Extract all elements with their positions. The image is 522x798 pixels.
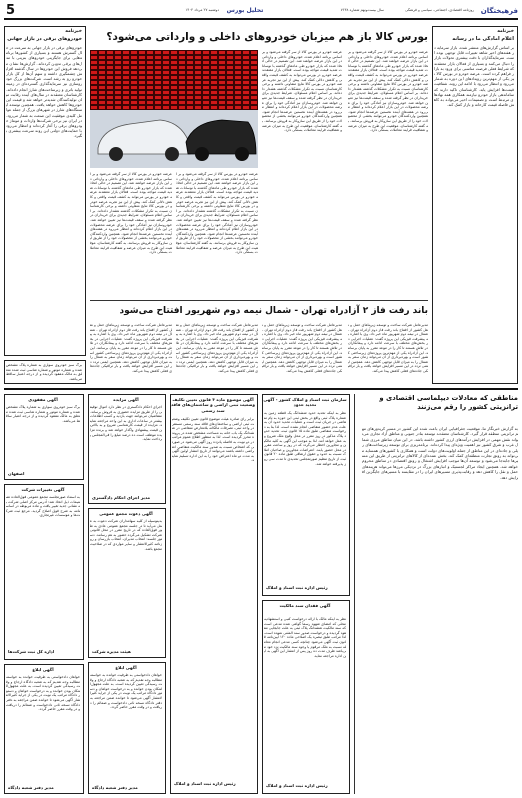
- notice-1-signature: رئیس اداره ثبت اسناد و املاک: [266, 585, 328, 590]
- notice-2: [262, 600, 350, 794]
- main-story: [90, 26, 428, 296]
- stock-board-car-photo: [90, 50, 258, 168]
- notice-6-body: خواهان دادخواستی به طرفیت خوانده به خواسته مطالبه وجه تقدیم که به شعبه دادگاه ارجاع و وقت رسیدگی تعیین گردیده است. به علت مجهول‌المکان بودن خوانده و به درخواست خواهان و دستور دادگاه مراتب یک نوبت در یکی از جراید کثیرالانتشار آگهی می‌شود تا خوانده ضمن مراجعه به دفتر دادگاه نسخه ثانی دادخواست و ضمائم را دریافت و در وقت مقرر حاضر گردد.: [90, 673, 162, 710]
- notice-2-title: آگهی فقدان سند مالکیت: [279, 603, 331, 608]
- page-number: 5: [6, 3, 16, 18]
- left-sidebar-body: خودروهای برقی در بازار جهانی به سرعت در حال گسترش هستند و بسیاری از کشورها برنامه‌هایی برای جایگزینی خودروهای بنزینی با مدل‌های برقی تدوین کرده‌اند. گزارش‌ها نشان می‌دهد فروش این خودروها در سال گذشته افزایش چشمگیری داشته و سهم آن‌ها از کل بازار خودرو رو به رشد است. شرکت‌های بزرگ خودروسازی نیز سرمایه‌گذاری گسترده‌ای در زمینه تولید باتری و زیرساخت‌های شارژ انجام داده‌اند. کارشناسان معتقدند در سال‌های آینده رقابت میان تولیدکنندگان شدیدتر خواهد شد و قیمت این خودروها کاهش خواهد یافت. همچنین توسعه ایستگاه‌های شارژ در شهرهای بزرگ از جمله عوامل کلیدی موفقیت این صنعت به شمار می‌رود. در ایران نیز برخی شرکت‌ها واردات و مونتاژ خودروهای برقی را آغاز کرده‌اند و انتظار می‌رود با حمایت‌های دولتی این روند سرعت بیشتری بگیرد.: [6, 45, 82, 139]
- notice-7: [4, 394, 84, 480]
- left-sidebar-title: خودروهای برقی در بازار جهانی: [7, 37, 82, 42]
- section-divider: [4, 388, 518, 390]
- col-rule-1: [354, 394, 355, 794]
- notice-1: [262, 394, 350, 596]
- page-header: [4, 4, 518, 20]
- notice-5-signature: هیئت مدیره شرکت: [92, 649, 131, 654]
- main-body-col-2: عرضه خودرو در بورس کالا از سر گرفته می‌شود و بر اساس برنامه اعلام شده، خودروهای داخلی و وارداتی در این بازار عرضه خواهند شد. این تصمیم در حالی اتخاذ شده که بازار خودرو طی ماه‌های گذشته با نوسانات شدید قیمت مواجه بوده است. فعالان بازار معتقدند عرضه خودرو در بورس می‌تواند به کشف قیمت واقعی و کاهش دلالی کمک کند. پیش از این نیز تجربه عرضه خودرو در بورس کالا نتایج متفاوتی داشته و برخی کارشناسان نسبت به تکرار مشکلات گذشته هشدار داده‌اند. بر اساس اعلام مسئولان، شرایط جدیدی برای خریداران در نظر گرفته شده و سقف قیمت‌ها نیز تعیین خواهد شد. خودروسازان نیز آمادگی خود را برای عرضه محصولات در این بازار اعلام کرده‌اند و انتظار می‌رود در هفته‌های آینده نخستین عرضه‌ها انجام شود. همچنین واردکنندگان خودرو می‌توانند بخشی از محصولات خود را از طریق این سازوکار به فروش برسانند. به گفته کارشناسان، موفقیت این طرح به میزان عرضه و شفافیت فرایند معاملات بستگی دارد.: [262, 50, 342, 133]
- second-story: [90, 300, 428, 384]
- second-body-col-1: مدیرعامل شرکت ساخت و توسعه زیربناهای حمل و نقل کشور از افتتاح باند رفت فاز دوم آزادراه تهران - شمال در نیمه دوم شهریور ماه خبر داد. وی با اشاره به پیشرفت فیزیکی این پروژه گفت: عملیات اجرایی در بخش‌های مختلف با سرعت ادامه دارد و پیمانکاران در تلاش هستند تا کار را در موعد مقرر به پایان برسانند. این آزادراه یکی از مهم‌ترین پروژه‌های زیرساختی کشور است و بهره‌برداری از آن می‌تواند زمان سفر به شمال را به میزان قابل توجهی کاهش دهد. همچنین ایمنی تردد در این مسیر افزایش خواهد یافت و بار ترافیکی جاده‌های فعلی کاهش پیدا می‌کند.: [348, 323, 428, 373]
- section-title: تحلیل بورس: [226, 7, 264, 14]
- notice-7-body: برگ سبز خودروی سواری به شماره پلاک مشخص شده و شماره موتور و شماره شاسی ثبت شده متعلق به مالک مفقود گردیده و از درجه اعتبار ساقط می‌باشد.: [6, 405, 80, 423]
- photo-graphic: [90, 50, 258, 168]
- notice-9-title: آگهی ابلاغ: [32, 667, 54, 672]
- notice-col-d: [4, 394, 84, 794]
- sidebar-title: اعلام آمادگی ما در رسانه: [452, 36, 514, 42]
- header-subtitle: روزنامه اقتصادی، اجتماعی، سیاسی و فرهنگی: [405, 8, 474, 12]
- notice-3-signature: رئیس اداره ثبت اسناد و املاک: [174, 781, 236, 786]
- notice-col-b: [170, 394, 258, 794]
- notice-8-signature: اداره کل ثبت شرکت‌ها: [8, 649, 55, 654]
- main-headline: بورس کالا باز هم میزبان خودروهای داخلی و وارداتی می‌شود؟: [106, 31, 428, 43]
- bottom-right-body: به گزارش خبرنگار ما، موقعیت جغرافیایی ایران باعث شده این کشور در مسیر کریدورهای مهم ترانزیتی منطقه قرار گیرد. کارشناسان معتقدند توسعه بنادر جنوبی و مناطق آزاد تجاری می‌تواند نقش مهمی در افزایش درآمدهای ارزی کشور داشته باشد. در این میان مناطق مرزی شمال غرب و شرق کشور نیز اهمیت ویژه‌ای پیدا کرده‌اند. برنامه‌ریزی برای توسعه زیرساخت‌های ریلی و جاده‌ای در این مناطق از جمله اولویت‌های دولت است و همکاری با کشورهای همسایه می‌تواند به رونق تجارت منطقه‌ای کمک کند. بخش عمده‌ای از کالاهای ترانزیتی از طریق این مسیرها جابه‌جا می‌شود و توسعه آن‌ها موجب افزایش اشتغال و رونق اقتصادی در مناطق محروم خواهد شد. همچنین ایجاد مراکز لجستیک و انبارهای بزرگ در نزدیکی مرزها می‌تواند هزینه‌های حمل و نقل را کاهش دهد و رقابت‌پذیری مسیرهای ایران را در مقایسه با مسیرهای جایگزین افزایش دهد.: [362, 426, 518, 480]
- notice-4-title: آگهی مزایده: [113, 397, 139, 402]
- notice-3-title: آگهی موضوع ماده ۳ قانون تعیین تکلیف وضعیت ثبتی اراضی و ساختمان‌های فاقد سند رسمی: [171, 397, 255, 413]
- notice-6-title: آگهی ابلاغ: [115, 665, 137, 670]
- bottom-right-story: [358, 394, 518, 794]
- notice-2-body: نظر به اینکه مالک با ارائه درخواست کتبی و استشهادیه محلی که امضای شهود رسماً گواهی شده مدعی است که سند مالکیت ششدانگ پلاک ثبتی به علت جابجایی مفقود گردیده و درخواست صدور سند المثنی نموده است، لذا مراتب طبق تبصره یک اصلاحی ماده ۱۲۰ آیین‌نامه قانون ثبت آگهی می‌شود چنانچه کسی مدعی انجام معامله نسبت به ملک مرقوم یا وجود سند مالکیت نزد خود می‌باشد ظرف مدت ده روز پس از انتشار این آگهی به این اداره مراجعه نماید.: [264, 617, 346, 658]
- main-body-col-3: عرضه خودرو در بورس کالا از سر گرفته می‌شود و بر اساس برنامه اعلام شده، خودروهای داخلی و وارداتی در این بازار عرضه خواهند شد. این تصمیم در حالی اتخاذ شده که بازار خودرو طی ماه‌های گذشته با نوسانات شدید قیمت مواجه بوده است. فعالان بازار معتقدند عرضه خودرو در بورس می‌تواند به کشف قیمت واقعی و کاهش دلالی کمک کند. پیش از این نیز تجربه عرضه خودرو در بورس کالا نتایج متفاوتی داشته و برخی کارشناسان نسبت به تکرار مشکلات گذشته هشدار داده‌اند. بر اساس اعلام مسئولان، شرایط جدیدی برای خریداران در نظر گرفته شده و سقف قیمت‌ها نیز تعیین خواهد شد. خودروسازان نیز آمادگی خود را برای عرضه محصولات در این بازار اعلام کرده‌اند و انتظار می‌رود در هفته‌های آینده نخستین عرضه‌ها انجام شود. همچنین واردکنندگان خودرو می‌توانند بخشی از محصولات خود را از طریق این سازوکار به فروش برسانند. به گفته کارشناسان، موفقیت این طرح به میزان عرضه و شفافیت فرایند معاملات بستگی دارد.: [176, 172, 258, 255]
- notice-5: [88, 508, 166, 658]
- notice-col-c: [88, 394, 166, 794]
- left-ad-strip: [4, 360, 86, 384]
- notice-9-signature: مدیر دفتر شعبه دادگاه: [8, 785, 54, 790]
- second-body-col-2: مدیرعامل شرکت ساخت و توسعه زیربناهای حمل و نقل کشور از افتتاح باند رفت فاز دوم آزادراه تهران - شمال در نیمه دوم شهریور ماه خبر داد. وی با اشاره به پیشرفت فیزیکی این پروژه گفت: عملیات اجرایی در بخش‌های مختلف با سرعت ادامه دارد و پیمانکاران در تلاش هستند تا کار را در موعد مقرر به پایان برسانند. این آزادراه یکی از مهم‌ترین پروژه‌های زیرساختی کشور است و بهره‌برداری از آن می‌تواند زمان سفر به شمال را به میزان قابل توجهی کاهش دهد. همچنین ایمنی تردد در این مسیر افزایش خواهد یافت و بار ترافیکی جاده‌های فعلی کاهش پیدا می‌کند.: [262, 323, 342, 373]
- notice-6-signature: مدیر دفتر شعبه دادگاه: [92, 785, 138, 790]
- notice-4-signature: مدیر اجرای احکام دادگستری: [92, 495, 151, 500]
- notice-col-a: [262, 394, 350, 794]
- second-headline: باند رفت فاز ۲ آزادراه تهران - شمال نیمه دوم شهریور افتتاح می‌شود: [119, 306, 428, 316]
- date-line: دوشنبه ۲۷ مرداد ۱۴۰۴: [185, 8, 219, 12]
- notice-7-signature: اصفهان: [8, 471, 25, 476]
- logo: فرهیختگان: [480, 7, 518, 15]
- notice-7-title: آگهی مفقودی: [28, 397, 58, 402]
- notice-9-body: خواهان دادخواستی به طرفیت خوانده به خواسته مطالبه وجه تقدیم که به شعبه دادگاه ارجاع و وقت رسیدگی تعیین گردیده است. به علت مجهول‌المکان بودن خوانده و به درخواست خواهان و دستور دادگاه مراتب یک نوبت در یکی از جراید کثیرالانتشار آگهی می‌شود تا خوانده ضمن مراجعه به دفتر دادگاه نسخه ثانی دادخواست و ضمائم را دریافت و در وقت مقرر حاضر گردد.: [6, 675, 80, 712]
- notice-6: [88, 662, 166, 794]
- main-body-col-1: عرضه خودرو در بورس کالا از سر گرفته می‌شود و بر اساس برنامه اعلام شده، خودروهای داخلی و وارداتی در این بازار عرضه خواهند شد. این تصمیم در حالی اتخاذ شده که بازار خودرو طی ماه‌های گذشته با نوسانات شدید قیمت مواجه بوده است. فعالان بازار معتقدند عرضه خودرو در بورس می‌تواند به کشف قیمت واقعی و کاهش دلالی کمک کند. پیش از این نیز تجربه عرضه خودرو در بورس کالا نتایج متفاوتی داشته و برخی کارشناسان نسبت به تکرار مشکلات گذشته هشدار داده‌اند. بر اساس اعلام مسئولان، شرایط جدیدی برای خریداران در نظر گرفته شده و سقف قیمت‌ها نیز تعیین خواهد شد. خودروسازان نیز آمادگی خود را برای عرضه محصولات در این بازار اعلام کرده‌اند و انتظار می‌رود در هفته‌های آینده نخستین عرضه‌ها انجام شود. همچنین واردکنندگان خودرو می‌توانند بخشی از محصولات خود را از طریق این سازوکار به فروش برسانند. به گفته کارشناسان، موفقیت این طرح به میزان عرضه و شفافیت فرایند معاملات بستگی دارد.: [348, 50, 428, 133]
- bottom-right-headline: مناطقی که معادلات دیپلماسی اقتصادی و ترانزیتی کشور را رقم می‌زنند: [379, 394, 518, 411]
- issue-line: سال بیست‌ونهم شماره ۷۶۳۸: [340, 8, 384, 12]
- sidebar-body: بر اساس گزارش‌های منتشر شده، بازار سرمایه در هفته‌های اخیر شاهد تغییرات قابل توجهی بوده است. سرمایه‌گذاران با دقت بیشتری تحولات بازار را دنبال می‌کنند و بسیاری از فعالان بازار معتقدند که شرایط فعلی فرصت مناسبی برای ورود به بازار فراهم کرده است. عرضه خودرو در بورس کالا نیز یکی از مهم‌ترین رویدادهای این دوره به شمار می‌رود و انتظار می‌رود با ادامه این روند، شفافیت قیمت‌ها افزایش یابد. کارشناسان تاکید دارند که ساماندهی بازار خودرو نیازمند همکاری همه نهادهای مرتبط است و تصمیمات اخیر می‌تواند به کاهش فاصله قیمت کارخانه و بازار کمک کند.: [434, 45, 514, 108]
- notice-2-signature: رئیس اداره ثبت اسناد و املاک: [266, 783, 328, 788]
- right-sidebar: [432, 26, 518, 384]
- main-body-col-4: عرضه خودرو در بورس کالا از سر گرفته می‌شود و بر اساس برنامه اعلام شده، خودروهای داخلی و وارداتی در این بازار عرضه خواهند شد. این تصمیم در حالی اتخاذ شده که بازار خودرو طی ماه‌های گذشته با نوسانات شدید قیمت مواجه بوده است. فعالان بازار معتقدند عرضه خودرو در بورس می‌تواند به کشف قیمت واقعی و کاهش دلالی کمک کند. پیش از این نیز تجربه عرضه خودرو در بورس کالا نتایج متفاوتی داشته و برخی کارشناسان نسبت به تکرار مشکلات گذشته هشدار داده‌اند. بر اساس اعلام مسئولان، شرایط جدیدی برای خریداران در نظر گرفته شده و سقف قیمت‌ها نیز تعیین خواهد شد. خودروسازان نیز آمادگی خود را برای عرضه محصولات در این بازار اعلام کرده‌اند و انتظار می‌رود در هفته‌های آینده نخستین عرضه‌ها انجام شود. همچنین واردکنندگان خودرو می‌توانند بخشی از محصولات خود را از طریق این سازوکار به فروش برسانند. به گفته کارشناسان، موفقیت این طرح به میزان عرضه و شفافیت فرایند معاملات بستگی دارد.: [90, 172, 172, 255]
- sidebar-tag: خبرنامه: [497, 29, 514, 34]
- notice-8-title: آگهی تغییرات شرکت: [21, 487, 65, 492]
- second-body-col-3: مدیرعامل شرکت ساخت و توسعه زیربناهای حمل و نقل کشور از افتتاح باند رفت فاز دوم آزادراه تهران - شمال در نیمه دوم شهریور ماه خبر داد. وی با اشاره به پیشرفت فیزیکی این پروژه گفت: عملیات اجرایی در بخش‌های مختلف با سرعت ادامه دارد و پیمانکاران در تلاش هستند تا کار را در موعد مقرر به پایان برسانند. این آزادراه یکی از مهم‌ترین پروژه‌های زیرساختی کشور است و بهره‌برداری از آن می‌تواند زمان سفر به شمال را به میزان قابل توجهی کاهش دهد. همچنین ایمنی تردد در این مسیر افزایش خواهد یافت و بار ترافیکی جاده‌های فعلی کاهش پیدا می‌کند.: [176, 323, 258, 373]
- notice-1-body: نظر به اینکه تحدید حدود ششدانگ یک قطعه زمین به شماره پلاک ثبتی واقع در بخش ثبتی این حوزه به نام متقاضی در جریان ثبت است و عملیات تحدید حدود آن به علت عدم حضور متقاضی انجام نشده است، لذا بنا به درخواست متقاضی طبق ماده ۱۵ قانون ثبت، تحدید حدود پلاک مذکور در روز مقرر در محل وقوع ملک شروع و به عمل خواهد آمد. لذا به موجب این آگهی به کلیه مالکین و مجاورین اخطار می‌گردد که در روز و ساعت مقرر در محل حضور یابند. اعتراضات مجاورین و صاحبان املاک نسبت به حدود و حقوق ارتفاقی طبق ماده ۲۰ قانون ثبت از تاریخ تنظیم صورتمجلس تحدیدی تا مدت سی روز پذیرفته خواهد شد.: [264, 411, 346, 466]
- notice-1-title: سازمان ثبت اسناد و املاک کشور - آگهی تحدید حدود: [263, 397, 347, 408]
- notice-8-body: به استناد صورتجلسه مجمع عمومی فوق‌العاده تصمیمات ذیل اتخاذ شد: آدرس مرکز اصلی شرکت به نشانی جدید تغییر یافت و ماده مربوطه در اساسنامه به شرح فوق اصلاح گردید. مرجع ثبت شرکت‌ها و موسسات غیرتجاری.: [6, 495, 80, 518]
- left-sidebar-tag: خبرنامه: [65, 29, 82, 34]
- second-body-col-4: مدیرعامل شرکت ساخت و توسعه زیربناهای حمل و نقل کشور از افتتاح باند رفت فاز دوم آزادراه تهران - شمال در نیمه دوم شهریور ماه خبر داد. وی با اشاره به پیشرفت فیزیکی این پروژه گفت: عملیات اجرایی در بخش‌های مختلف با سرعت ادامه دارد و پیمانکاران در تلاش هستند تا کار را در موعد مقرر به پایان برسانند. این آزادراه یکی از مهم‌ترین پروژه‌های زیرساختی کشور است و بهره‌برداری از آن می‌تواند زمان سفر به شمال را به میزان قابل توجهی کاهش دهد. همچنین ایمنی تردد در این مسیر افزایش خواهد یافت و بار ترافیکی جاده‌های فعلی کاهش پیدا می‌کند.: [90, 323, 172, 373]
- notice-5-body: بدینوسیله از کلیه سهامداران شرکت دعوت به عمل می‌آید تا در جلسه مجمع عمومی عادی به طور فوق‌العاده که در تاریخ مقرر در محل قانونی شرکت تشکیل می‌گردد حضور به هم رسانند. دستور جلسه: انتخاب مدیران، انتخاب بازرسان و روزنامه کثیرالانتشار و سایر مواردی که در صلاحیت مجمع باشد.: [90, 519, 162, 551]
- notice-8: [4, 484, 84, 660]
- notice-4-body: اجرای احکام دادگستری در نظر دارد اموال توقیفی را از طریق مزایده حضوری به فروش برساند. متقاضیان می‌توانند جهت بازدید و کسب اطلاعات بیشتر در ساعات اداری به این واحد مراجعه نمایند. مزایده از قیمت کارشناسی شروع و به بالاترین قیمت پیشنهادی واگذار خواهد شد و برنده مزایده موظف است ده درصد مبلغ را فی‌المجلس پرداخت نماید.: [90, 405, 162, 442]
- notice-3-body: برابر رای صادره هیئت موضوع قانون تعیین تکلیف وضعیت ثبتی اراضی و ساختمان‌های فاقد سند رسمی مستقر در واحد ثبتی، تصرفات مالکانه بلامعارض متقاضی در ششدانگ یک باب خانه به مساحت مشخص شده در پرونده محرز گردیده است. لذا به منظور اطلاع عموم مراتب در دو نوبت به فاصله پانزده روز آگهی می‌شود در صورتی که اشخاص نسبت به صدور سند مالکیت متقاضی اعتراضی داشته باشند می‌توانند از تاریخ انتشار اولین آگهی به مدت دو ماه اعتراض خود را به این اداره تسلیم نمایند.: [172, 417, 254, 463]
- left-sidebar: [4, 26, 86, 356]
- notice-9: [4, 664, 84, 794]
- left-ad-text: برگ سبز خودروی سواری به شماره پلاک مشخص شده و شماره موتور و شماره شاسی ثبت شده متعلق به مالک مفقود گردیده و از درجه اعتبار ساقط می‌باشد.: [6, 363, 82, 381]
- notice-4: [88, 394, 166, 504]
- notice-5-title: آگهی دعوت مجمع عمومی: [99, 511, 153, 516]
